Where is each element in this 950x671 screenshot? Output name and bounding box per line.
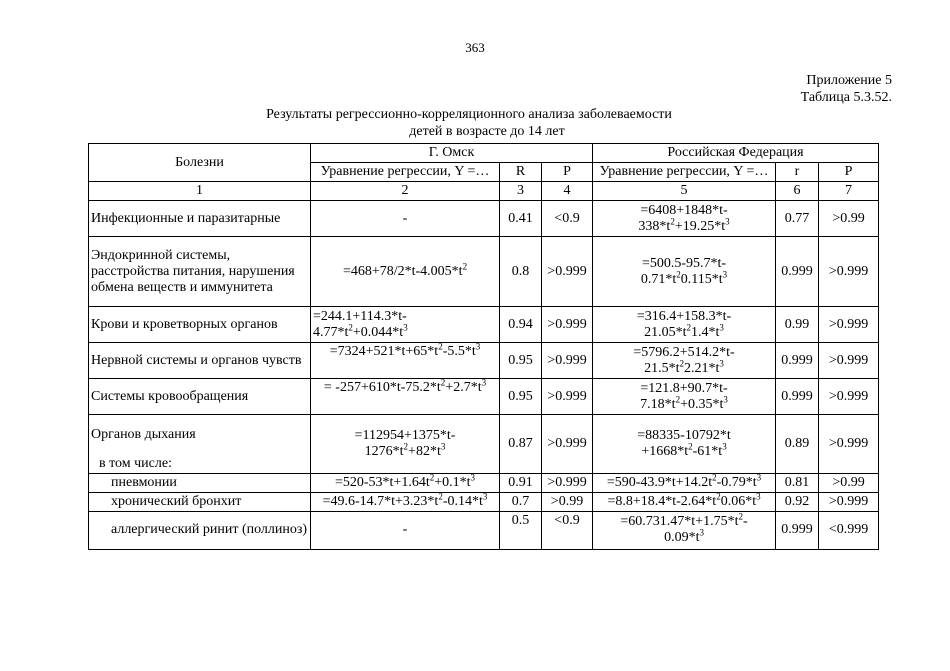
colnum-3: 3	[500, 182, 542, 201]
page-number: 363	[465, 40, 485, 55]
eq-omsk: = $-257+610*t-75.2*t^2+2.7*t^3$	[311, 379, 500, 415]
P-rf-value: >0.99	[819, 201, 879, 237]
R-value: 0.91	[500, 473, 542, 492]
P-value: >0.999	[542, 307, 593, 343]
r-value: 0.999	[776, 237, 819, 307]
P-value: >0.99	[542, 492, 593, 511]
column-number-row	[89, 182, 879, 201]
table-row	[89, 307, 879, 343]
r-value: 0.999	[776, 379, 819, 415]
table-row	[89, 379, 879, 415]
table-row	[89, 511, 879, 549]
header-r: r	[776, 163, 819, 182]
header-eq-omsk: Уравнение регрессии, Y =…	[311, 163, 500, 182]
appendix-number: Приложение 5	[806, 73, 892, 88]
header-rf: Российская Федерация	[593, 144, 879, 163]
eq-omsk: $=7324+521*t+65*t^2-5.5*t^3$	[311, 343, 500, 379]
eq-omsk: =112954+1375*t- $1276*t^2+82*t^3$	[311, 415, 500, 474]
eq-rf: $=590-43.9*t+14.2t^2-0.79*t^3$	[593, 473, 776, 492]
P-rf-value: >0.999	[819, 492, 879, 511]
eq-omsk: $=468+78/2*t-4.005*t^2$	[311, 237, 500, 307]
P-rf-value: >0.999	[819, 415, 879, 474]
header-disease: Болезни	[89, 144, 311, 182]
P-rf-value: >0.99	[819, 473, 879, 492]
header-P-rf: P	[819, 163, 879, 182]
subgroup-label: в том числе:	[89, 455, 311, 474]
P-rf-value: >0.999	[819, 343, 879, 379]
header-R: R	[500, 163, 542, 182]
header-P: P	[542, 163, 593, 182]
P-value: >0.999	[542, 415, 593, 474]
disease-name: Крови и кроветворных органов	[89, 307, 311, 343]
P-value: >0.999	[542, 473, 593, 492]
table-row	[89, 201, 879, 237]
title-line-2: детей в возрасте до 14 лет	[409, 124, 565, 139]
colnum-1: 1	[89, 182, 311, 201]
eq-omsk: $=49.6-14.7*t+3.23*t^2-0.14*t^3$	[311, 492, 500, 511]
R-value: 0.95	[500, 343, 542, 379]
eq-omsk: -	[311, 201, 500, 237]
disease-name: Системы кровообращения	[89, 379, 311, 415]
r-value: 0.92	[776, 492, 819, 511]
P-value: >0.999	[542, 237, 593, 307]
P-value: >0.999	[542, 379, 593, 415]
r-value: 0.999	[776, 343, 819, 379]
table-row	[89, 343, 879, 379]
regression-table	[88, 143, 879, 550]
r-value: 0.77	[776, 201, 819, 237]
disease-name: Нервной системы и органов чувств	[89, 343, 311, 379]
P-value: <0.9	[542, 511, 593, 549]
appendix-label	[801, 72, 892, 106]
header-row-1	[89, 144, 879, 163]
disease-name: Органов дыхания	[89, 415, 311, 455]
table-row	[89, 473, 879, 492]
P-rf-value: >0.999	[819, 379, 879, 415]
disease-name: хронический бронхит	[89, 492, 311, 511]
R-value: 0.95	[500, 379, 542, 415]
R-value: 0.5	[500, 511, 542, 549]
colnum-2: 2	[311, 182, 500, 201]
R-value: 0.41	[500, 201, 542, 237]
P-value: <0.9	[542, 201, 593, 237]
r-value: 0.81	[776, 473, 819, 492]
R-value: 0.94	[500, 307, 542, 343]
disease-name: Эндокринной системы, расстройства питания, нарушения обмена веществ и иммунитета	[89, 237, 311, 307]
eq-omsk: $=520-53*t+1.64t^2+0.1*t^3$	[311, 473, 500, 492]
eq-rf: =6408+1848*t- $338*t^2+19.25*t^3$	[593, 201, 776, 237]
eq-rf: =500.5-95.7*t- $0.71*t^20.115*t^3$	[593, 237, 776, 307]
header-omsk: Г. Омск	[311, 144, 593, 163]
eq-omsk: =244.1+114.3*t- $4.77*t^2+0.044*t^3$	[311, 307, 500, 343]
R-value: 0.87	[500, 415, 542, 474]
colnum-6: 6	[776, 182, 819, 201]
eq-rf: =5796.2+514.2*t- $21.5*t^22.21*t^3$	[593, 343, 776, 379]
colnum-5: 5	[593, 182, 776, 201]
eq-omsk: -	[311, 511, 500, 549]
colnum-7: 7	[819, 182, 879, 201]
eq-rf: $=8.8+18.4*t-2.64*t^20.06*t^3$	[593, 492, 776, 511]
title-line-1: Результаты регрессионно-корреляционного анализа заболеваемости	[266, 107, 672, 122]
r-value: 0.999	[776, 511, 819, 549]
R-value: 0.7	[500, 492, 542, 511]
disease-name: аллергический ринит (поллиноз)	[89, 511, 311, 549]
P-rf-value: >0.999	[819, 237, 879, 307]
table-title	[87, 106, 877, 140]
disease-name: Инфекционные и паразитарные	[89, 201, 311, 237]
P-value: >0.999	[542, 343, 593, 379]
colnum-4: 4	[542, 182, 593, 201]
R-value: 0.8	[500, 237, 542, 307]
table-row	[89, 492, 879, 511]
eq-rf: =121.8+90.7*t- $7.18*t^2+0.35*t^3$	[593, 379, 776, 415]
r-value: 0.99	[776, 307, 819, 343]
eq-rf: $=60.731.47*t+1.75*t^2-$ $0.09*t^3$	[593, 511, 776, 549]
table-number: Таблица 5.3.52.	[800, 90, 892, 105]
eq-rf: =88335-10792*t $+1668*t^2-61*t^3$	[593, 415, 776, 474]
header-eq-rf: Уравнение регрессии, Y =…	[593, 163, 776, 182]
table-row	[89, 415, 879, 455]
P-rf-value: >0.999	[819, 307, 879, 343]
eq-rf: =316.4+158.3*t- $21.05*t^21.4*t^3$	[593, 307, 776, 343]
table-row	[89, 237, 879, 307]
disease-name: пневмонии	[89, 473, 311, 492]
P-rf-value: <0.999	[819, 511, 879, 549]
r-value: 0.89	[776, 415, 819, 474]
